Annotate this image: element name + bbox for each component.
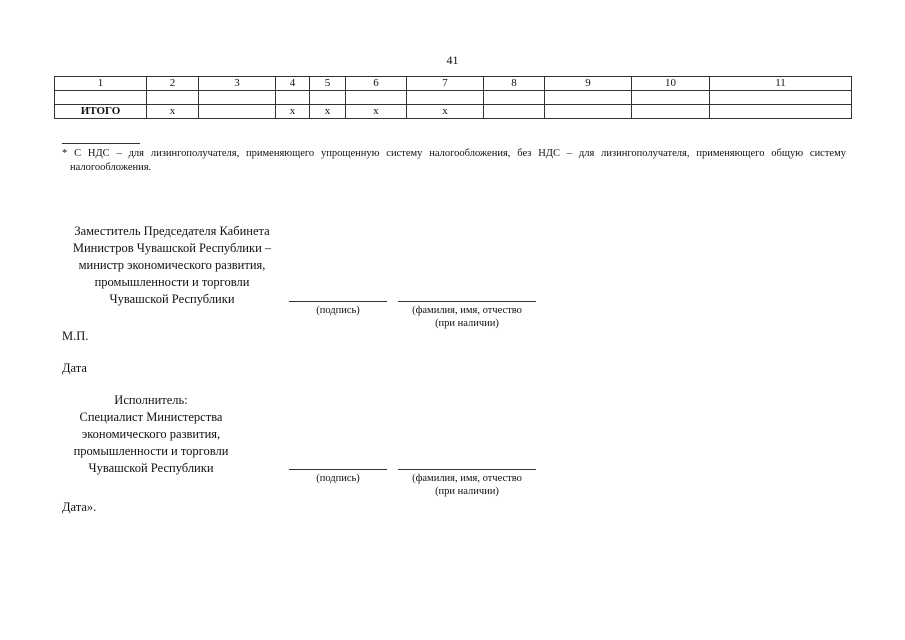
signer2-signature-caption: (подпись) (316, 473, 360, 484)
table-cell (310, 91, 346, 105)
signer1-name-caption-line2: (при наличии) (435, 318, 499, 329)
table-cell (710, 105, 852, 119)
table-cell (484, 91, 545, 105)
table-cell (147, 91, 199, 105)
page-number: 41 (446, 53, 459, 67)
table-cell (276, 91, 310, 105)
table-cell (407, 91, 484, 105)
header-cell: 5 (310, 77, 346, 91)
signer1-signature-caption: (подпись) (316, 305, 360, 316)
table-cell (632, 91, 710, 105)
table-header-row (55, 77, 852, 91)
table-cell: x (276, 105, 310, 119)
signer1-name-caption-line1: (фамилия, имя, отчество (412, 305, 522, 316)
table-cell: x (147, 105, 199, 119)
signer1-position (56, 223, 288, 308)
table-cell (545, 91, 632, 105)
signer1-line: Министров Чувашской Республики – (72, 241, 272, 255)
header-cell: 9 (545, 77, 632, 91)
header-cell: 3 (199, 77, 276, 91)
header-cell: 11 (710, 77, 852, 91)
header-cell: 2 (147, 77, 199, 91)
header-cell: 1 (55, 77, 147, 91)
signer1-line: промышленности и торговли (94, 275, 250, 289)
header-cell: 4 (276, 77, 310, 91)
header-cell: 7 (407, 77, 484, 91)
signer1-line: министр экономического развития, (78, 258, 266, 272)
summary-table (54, 76, 852, 119)
signer2-name-caption-line2: (при наличии) (435, 486, 499, 497)
stamp-label: М.П. (62, 329, 89, 343)
header-cell: 8 (484, 77, 545, 91)
signer1-signature-line (289, 301, 387, 302)
signer2-name-caption-line1: (фамилия, имя, отчество (412, 473, 522, 484)
signer1-name-caption (388, 304, 546, 330)
table-cell (346, 91, 407, 105)
header-cell: 6 (346, 77, 407, 91)
signer2-line: Чувашской Республики (88, 461, 214, 475)
table-cell (545, 105, 632, 119)
signer2-line: Исполнитель: (114, 393, 188, 407)
total-label: ИТОГО (55, 105, 147, 119)
signer2-line: экономического развития, (81, 427, 221, 441)
signer2-line: промышленности и торговли (73, 444, 229, 458)
table-cell: x (407, 105, 484, 119)
table-cell: x (310, 105, 346, 119)
footnote: * С НДС – для лизингополучателя, применяющего упрощенную систему налогообложения, без НДС – для лизингополучателя, применяющего общую систему налогообложения. (62, 148, 846, 173)
signer1-line: Заместитель Председателя Кабинета (74, 224, 270, 238)
table-cell: x (346, 105, 407, 119)
signer2-name-line (398, 469, 536, 470)
signer2-position (54, 392, 248, 477)
signer2-name-caption (388, 472, 546, 498)
table-cell (55, 91, 147, 105)
total-row (55, 105, 852, 119)
final-date-label: Дата». (62, 500, 97, 514)
signer1-line: Чувашской Республики (109, 292, 235, 306)
signer2-signature-line (289, 469, 387, 470)
signer2-line: Специалист Министерства (79, 410, 223, 424)
signer1-name-line (398, 301, 536, 302)
table-cell (484, 105, 545, 119)
table-cell (632, 105, 710, 119)
date-label: Дата (62, 361, 87, 375)
table-cell (199, 91, 276, 105)
table-cell (710, 91, 852, 105)
header-cell: 10 (632, 77, 710, 91)
table-cell (199, 105, 276, 119)
footnote-separator (62, 143, 140, 144)
table-row (55, 91, 852, 105)
